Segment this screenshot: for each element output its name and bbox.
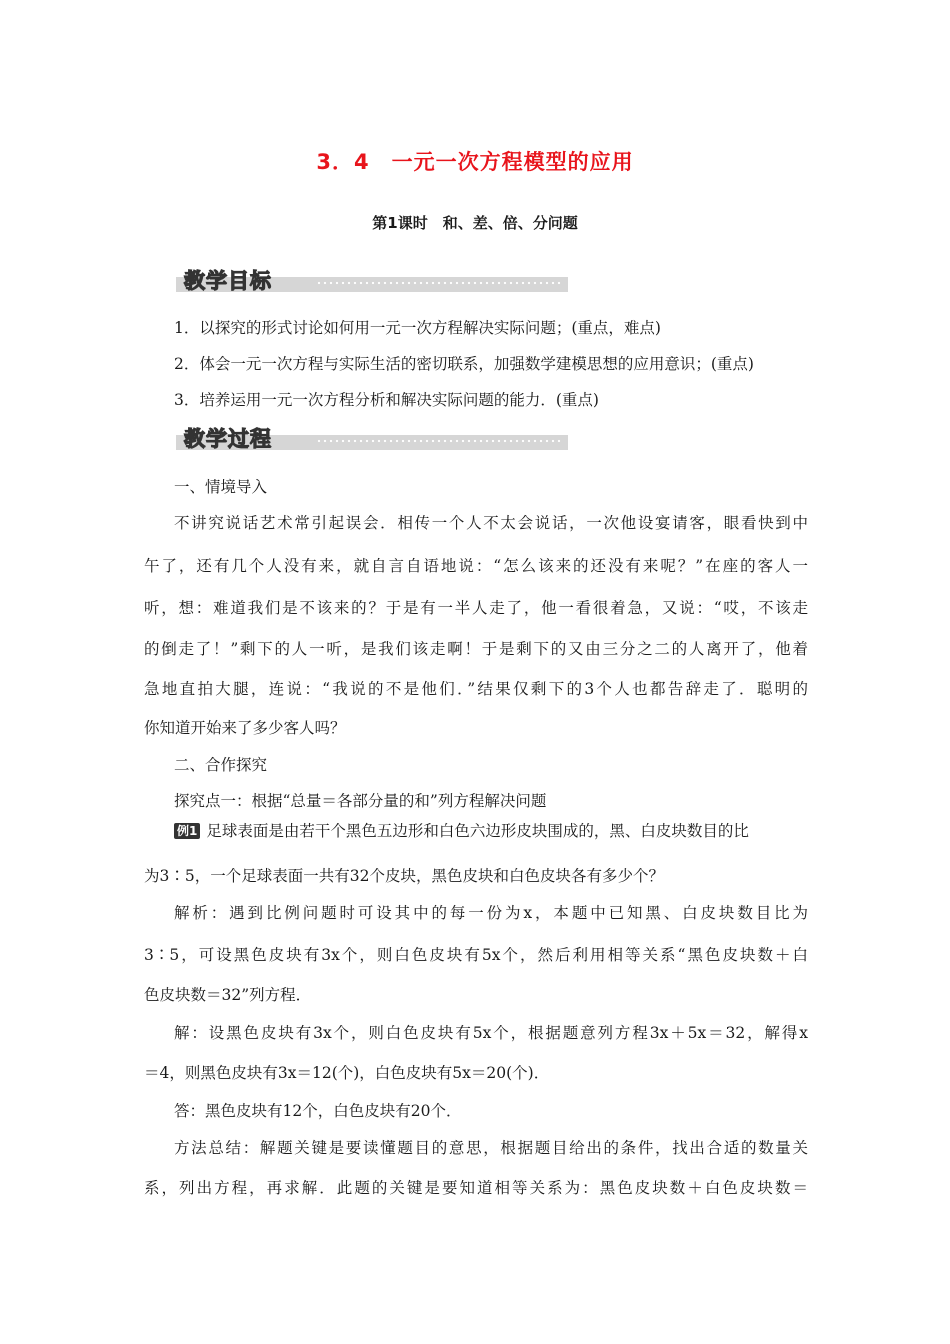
goal-item-2: 2．体会一元一次方程与实际生活的密切联系，加强数学建模思想的应用意识；(重点) (174, 355, 754, 373)
story-line-5: 急地直拍大腿，连说：“我说的不是他们．”结果仅剩下的3个人也都告辞走了．聪明的 (144, 680, 808, 698)
section-dots (316, 439, 561, 443)
goal-item-3: 3．培养运用一元一次方程分析和解决实际问题的能力．(重点) (174, 391, 599, 409)
summary-line-1: 方法总结：解题关键是要读懂题目的意思，根据题目给出的条件，找出合适的数量关 (174, 1139, 808, 1157)
example-1-line-1 (174, 820, 808, 842)
analysis-line-3: 色皮块数＝32”列方程． (144, 986, 312, 1004)
goal-item-1: 1．以探究的形式讨论如何用一元一次方程解决实际问题；(重点，难点) (174, 319, 661, 337)
example-1-line-2: 为3∶5，一个足球表面一共有32个皮块，黑色皮块和白色皮块各有多少个？ (144, 867, 664, 885)
section-dots (316, 281, 561, 285)
summary-line-2: 系，列出方程，再求解．此题的关键是要知道相等关系为：黑色皮块数＋白色皮块数＝ (144, 1179, 808, 1197)
analysis-line-1: 解析：遇到比例问题时可设其中的每一份为x，本题中已知黑、白皮块数目比为 (174, 904, 808, 922)
story-line-6: 你知道开始来了多少客人吗？ (144, 719, 346, 737)
page-title: 3．4 一元一次方程模型的应用 (316, 150, 634, 174)
answer-line: 答：黑色皮块有12个，白色皮块有20个． (174, 1102, 462, 1120)
lesson-subtitle: 第1课时 和、差、倍、分问题 (372, 214, 578, 232)
example-text-1: 足球表面是由若干个黑色五边形和白色六边形皮块围成的，黑、白皮块数目的比 (206, 822, 749, 840)
section-label-process: 教学过程 (184, 427, 272, 451)
section-header-process (176, 428, 568, 452)
story-line-2: 午了，还有几个人没有来，就自言自语地说：“怎么该来的还没有来呢？”在座的客人一 (144, 557, 808, 575)
section-label-goals: 教学目标 (184, 269, 272, 293)
solution-line-2: ＝4，则黑色皮块有3x＝12(个)，白色皮块有5x＝20(个)． (144, 1064, 550, 1082)
section-header-goals (176, 270, 568, 294)
story-line-3: 听，想：难道我们是不该来的？于是有一半人走了，他一看很着急，又说：“哎，不该走 (144, 599, 808, 617)
part2-heading: 二、合作探究 (174, 756, 268, 774)
example-badge: 例1 (174, 823, 200, 839)
analysis-line-2: 3∶5，可设黑色皮块有3x个，则白色皮块有5x个，然后利用相等关系“黑色皮块数＋白 (144, 946, 808, 964)
solution-line-1: 解：设黑色皮块有3x个，则白色皮块有5x个，根据题意列方程3x＋5x＝32，解得x (174, 1024, 808, 1042)
point1-heading: 探究点一：根据“总量＝各部分量的和”列方程解决问题 (174, 792, 547, 810)
story-line-4: 的倒走了！”剩下的人一听，是我们该走啊！于是剩下的又由三分之二的人离开了，他着 (144, 640, 808, 658)
story-line-1: 不讲究说话艺术常引起误会．相传一个人不太会说话，一次他设宴请客，眼看快到中 (174, 514, 808, 532)
part1-heading: 一、情境导入 (174, 478, 268, 496)
